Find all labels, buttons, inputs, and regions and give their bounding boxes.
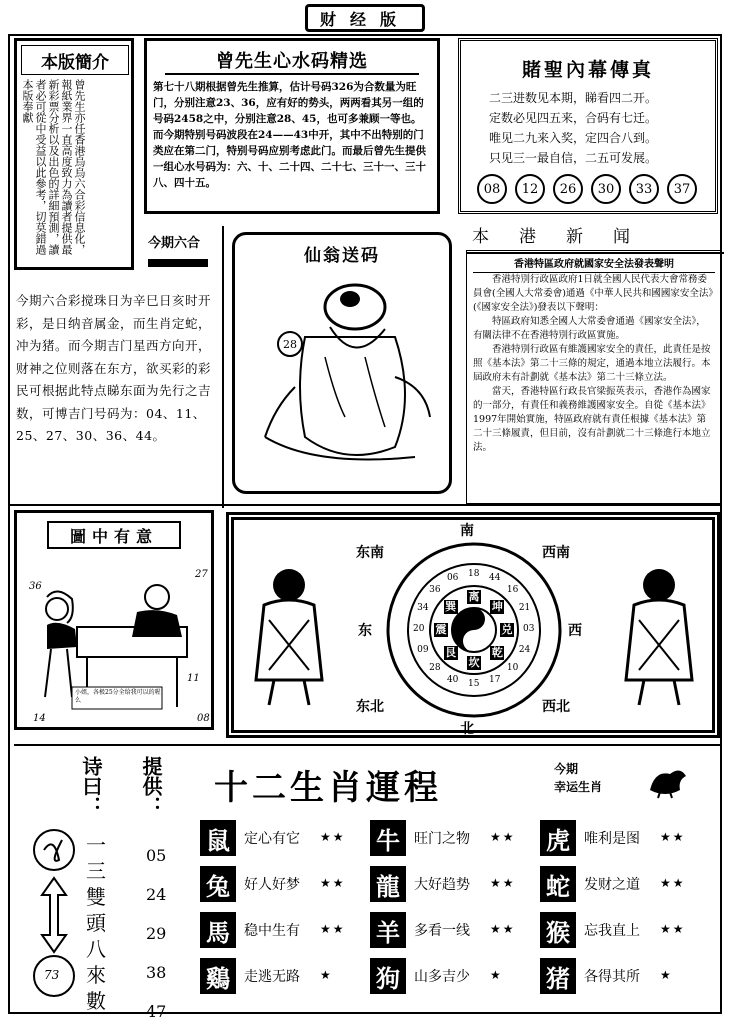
poem-line: 一 xyxy=(86,833,106,857)
hknews-p1: 香港特別行政區政府1日就全國人民代表大會常務委員會(全國人大常委會)通過《中華人民共和國國家安全法》(《國家安全法》)發表以下聲明： xyxy=(473,274,714,313)
compass-number-label: 44 xyxy=(489,573,501,584)
cartoon-caption: 小姐，各极25分全给我可以的喔么 xyxy=(75,689,161,704)
zodiac-stars: ★★ xyxy=(320,830,346,844)
compass-west: 西 xyxy=(568,623,582,639)
poem-line: 雙 xyxy=(86,885,106,909)
gamble-number: 12 xyxy=(515,174,545,204)
hknews-p2: 特區政府知悉全國人大常委會通過《國家安全法》，有關法律不在香港特別行政區實施。 xyxy=(473,316,706,341)
zodiac-stars: ★★ xyxy=(660,876,686,890)
compass-east: 东 xyxy=(358,623,372,639)
divider xyxy=(8,504,722,506)
compass-number-label: 18 xyxy=(468,569,480,579)
zodiac-stars: ★★ xyxy=(660,922,686,936)
rooster-icon xyxy=(640,760,690,800)
zodiac-stars: ★★ xyxy=(490,876,516,890)
hknews-p3: 香港特別行政區有維護國家安全的責任，此責任是按照《基本法》第二十三條的規定，通過本地立法履行。本屆政府未有計劃就《基本法》第二十三條立法。 xyxy=(473,344,711,383)
lucky-text: 今期六合彩搅珠日为辛巳日亥时开彩，是日纳音属金，而生肖定蛇，冲为猪。而今期吉门星西方向开，财神之位则落在东方，欲买彩的彩民可根据此特点睇东面为先行之吉数，可博吉门号码为：04、11、25、27、30、36、44。 xyxy=(16,293,212,443)
xianweng-number: 28 xyxy=(277,331,303,357)
zodiac-text: 旺门之物 xyxy=(414,831,470,847)
cartoon-number: 11 xyxy=(187,673,200,684)
compass-trigram-label: 离 xyxy=(468,590,480,603)
intro-box xyxy=(14,38,134,270)
lucky-label-1: 今期 xyxy=(554,762,579,776)
provide-number: 47 xyxy=(146,1002,167,1021)
cartoon-number: 36 xyxy=(29,581,42,592)
compass-number-label: 06 xyxy=(446,573,459,584)
divider xyxy=(14,744,720,746)
zodiac-char: 鼠 xyxy=(200,820,236,856)
zodiac-char: 龍 xyxy=(370,866,406,902)
compass-number-label: 40 xyxy=(446,674,459,685)
poem-line: 八 xyxy=(86,937,106,961)
symbol-number: 73 xyxy=(44,968,60,982)
zodiac-char: 羊 xyxy=(370,912,406,948)
lucky-title-art xyxy=(148,232,218,278)
gamble-line-3: 唯见二九来入奖，定四合八到。 xyxy=(489,131,658,145)
compass-northwest: 西北 xyxy=(542,699,570,715)
gamble-number: 30 xyxy=(591,174,621,204)
provide-number: 05 xyxy=(146,846,167,865)
zodiac-text: 唯利是图 xyxy=(584,831,640,847)
zodiac-stars: ★★ xyxy=(490,922,516,936)
cartoon-title: 圖中有意 xyxy=(69,526,158,546)
zodiac-text: 多看一线 xyxy=(414,923,470,939)
poem-label: 诗曰： xyxy=(79,756,103,816)
compass-trigram-label: 坎 xyxy=(468,656,480,669)
gamble-box xyxy=(458,38,718,214)
lucky-title: 今期六合 xyxy=(148,236,201,251)
gamble-number: 26 xyxy=(553,174,583,204)
compass-trigram-label: 兑 xyxy=(501,623,513,636)
compass-labels xyxy=(384,540,564,720)
zodiac-text: 大好趋势 xyxy=(414,877,470,893)
intro-text: 曾先生亦任香港烏烏六合彩信息化，報紙業界一直高度致力為讀者提供最新彩票分析以及出色的詳細預測，讀者必可從中受益以此參考，切莫錯過本版奉獻 xyxy=(21,79,86,255)
hknews-title: 香港特區政府就國家安全法發表聲明 xyxy=(473,255,715,273)
poem-line: 三 xyxy=(86,859,106,883)
compass-number-label: 28 xyxy=(429,662,441,673)
compass-trigram-label: 艮 xyxy=(445,646,457,660)
compass-trigram-label: 坤 xyxy=(491,599,503,613)
lucky-label-2: 幸运生肖 xyxy=(554,780,603,794)
provide-numbers xyxy=(146,836,166,1031)
zodiac-text: 发财之道 xyxy=(584,877,640,893)
zodiac-char: 猴 xyxy=(540,912,576,948)
left-figure-illustration xyxy=(244,560,334,710)
poem-line: 數 xyxy=(86,989,106,1013)
compass-number-label: 09 xyxy=(417,645,429,656)
cartoon-box xyxy=(14,510,214,730)
zodiac-text: 忘我直上 xyxy=(584,923,640,939)
zodiac-char: 兔 xyxy=(200,866,236,902)
gamble-number: 33 xyxy=(629,174,659,204)
cartoon-number: 27 xyxy=(195,569,208,580)
provide-number: 38 xyxy=(146,963,167,982)
divider xyxy=(222,226,224,508)
compass-panel xyxy=(226,512,720,738)
provide-number: 24 xyxy=(146,885,167,904)
compass-south: 南 xyxy=(460,523,474,539)
compass-northeast: 东北 xyxy=(356,699,384,715)
header-badge xyxy=(305,4,425,32)
gamble-number: 08 xyxy=(477,174,507,204)
zodiac-text: 稳中生有 xyxy=(244,923,300,939)
right-figure-illustration xyxy=(614,560,704,710)
compass-trigram-label: 乾 xyxy=(491,646,503,660)
compass-number-label: 21 xyxy=(518,602,531,613)
zodiac-char: 鷄 xyxy=(200,958,236,994)
xianweng-box xyxy=(232,232,452,494)
compass-number-label: 24 xyxy=(518,645,531,656)
compass-number-label: 20 xyxy=(413,624,425,634)
hknews-box xyxy=(466,250,722,504)
zodiac-stars: ★★ xyxy=(490,830,516,844)
zodiac-stars: ★★ xyxy=(320,922,346,936)
cartoon-number: 08 xyxy=(197,713,210,724)
poem-line: 頭 xyxy=(86,911,106,935)
zeng-text: 第七十八期根据曾先生推算，估计号码326为合数量为旺门，分别注意23、36，应有好的势头，两两看其另一组的号码2458之中，分别注意28、45，也可多兼顾一等也。而今期特别号码波段在24——43中开，其中不出特别的门类应在第二门，特别号码应别考虑此门。而最后曾先生提供一组心水号码为：六、十、二十四、二十七、三十一、三十八、四十五。 xyxy=(153,81,426,189)
compass-north: 北 xyxy=(460,721,474,737)
compass-trigram-label: 巽 xyxy=(445,599,457,613)
zodiac-char: 蛇 xyxy=(540,866,576,902)
zeng-box xyxy=(144,38,440,214)
zodiac-char: 牛 xyxy=(370,820,406,856)
compass-number-label: 03 xyxy=(523,624,535,634)
cartoon-number: 14 xyxy=(33,713,46,724)
gamble-title: 賭聖內幕傳真 xyxy=(521,59,654,81)
zodiac-stars: ★ xyxy=(660,968,673,982)
compass-southwest: 西南 xyxy=(542,545,570,561)
zodiac-text: 好人好梦 xyxy=(244,877,300,893)
zodiac-stars: ★ xyxy=(320,968,333,982)
xianweng-title: 仙翁送码 xyxy=(304,246,380,266)
poem-line: 來 xyxy=(86,963,106,987)
xianweng-illustration xyxy=(235,267,449,487)
zodiac-char: 虎 xyxy=(540,820,576,856)
compass-trigram-label: 震 xyxy=(435,623,447,636)
zodiac-stars: ★★ xyxy=(320,876,346,890)
compass-number-label: 36 xyxy=(429,585,441,596)
zeng-title: 曾先生心水码精选 xyxy=(216,51,368,72)
zodiac-stars: ★★ xyxy=(660,830,686,844)
compass-number-label: 10 xyxy=(506,662,519,673)
provide-number: 29 xyxy=(146,924,167,943)
zodiac-stars: ★ xyxy=(490,968,503,982)
compass-number-label: 17 xyxy=(489,674,501,685)
compass-number-label: 15 xyxy=(468,679,480,689)
gamble-number: 37 xyxy=(667,174,697,204)
zodiac-char: 狗 xyxy=(370,958,406,994)
gamble-line-2: 定数必见四五来，合码有七迁。 xyxy=(489,111,658,125)
zodiac-text: 各得其所 xyxy=(584,969,640,985)
zodiac-char: 猪 xyxy=(540,958,576,994)
header-title: 财经版 xyxy=(319,9,410,29)
hknews-banner-text: 本港新闻 xyxy=(472,227,660,247)
fortune-title: 十二生肖運程 xyxy=(214,768,442,808)
zodiac-text: 山多吉少 xyxy=(414,969,470,985)
poem-lines xyxy=(86,832,106,1014)
hknews-p4: 當天，香港特區行政長官梁振英表示，香港作為國家的一部分，有責任和義務維護國家安全。自從《基本法》1997年開始實施，特區政府就有責任根據《基本法》第二十三條履責，但目前，沒有計劃就二十三條進行本地立法。 xyxy=(473,386,711,453)
zodiac-char: 馬 xyxy=(200,912,236,948)
compass-southeast: 东南 xyxy=(356,545,384,561)
zodiac-text: 定心有它 xyxy=(244,831,300,847)
provide-label: 提供： xyxy=(139,756,163,816)
gamble-line-4: 只见三一最自信，二五可发展。 xyxy=(489,151,658,165)
gamble-line-1: 二三进数见本期，睇看四二开。 xyxy=(489,91,658,105)
intro-title: 本版簡介 xyxy=(41,52,109,73)
compass-number-label: 16 xyxy=(506,585,519,596)
compass-number-label: 34 xyxy=(417,602,429,613)
zodiac-grid xyxy=(200,820,720,1010)
zodiac-text: 走逃无路 xyxy=(244,969,300,985)
